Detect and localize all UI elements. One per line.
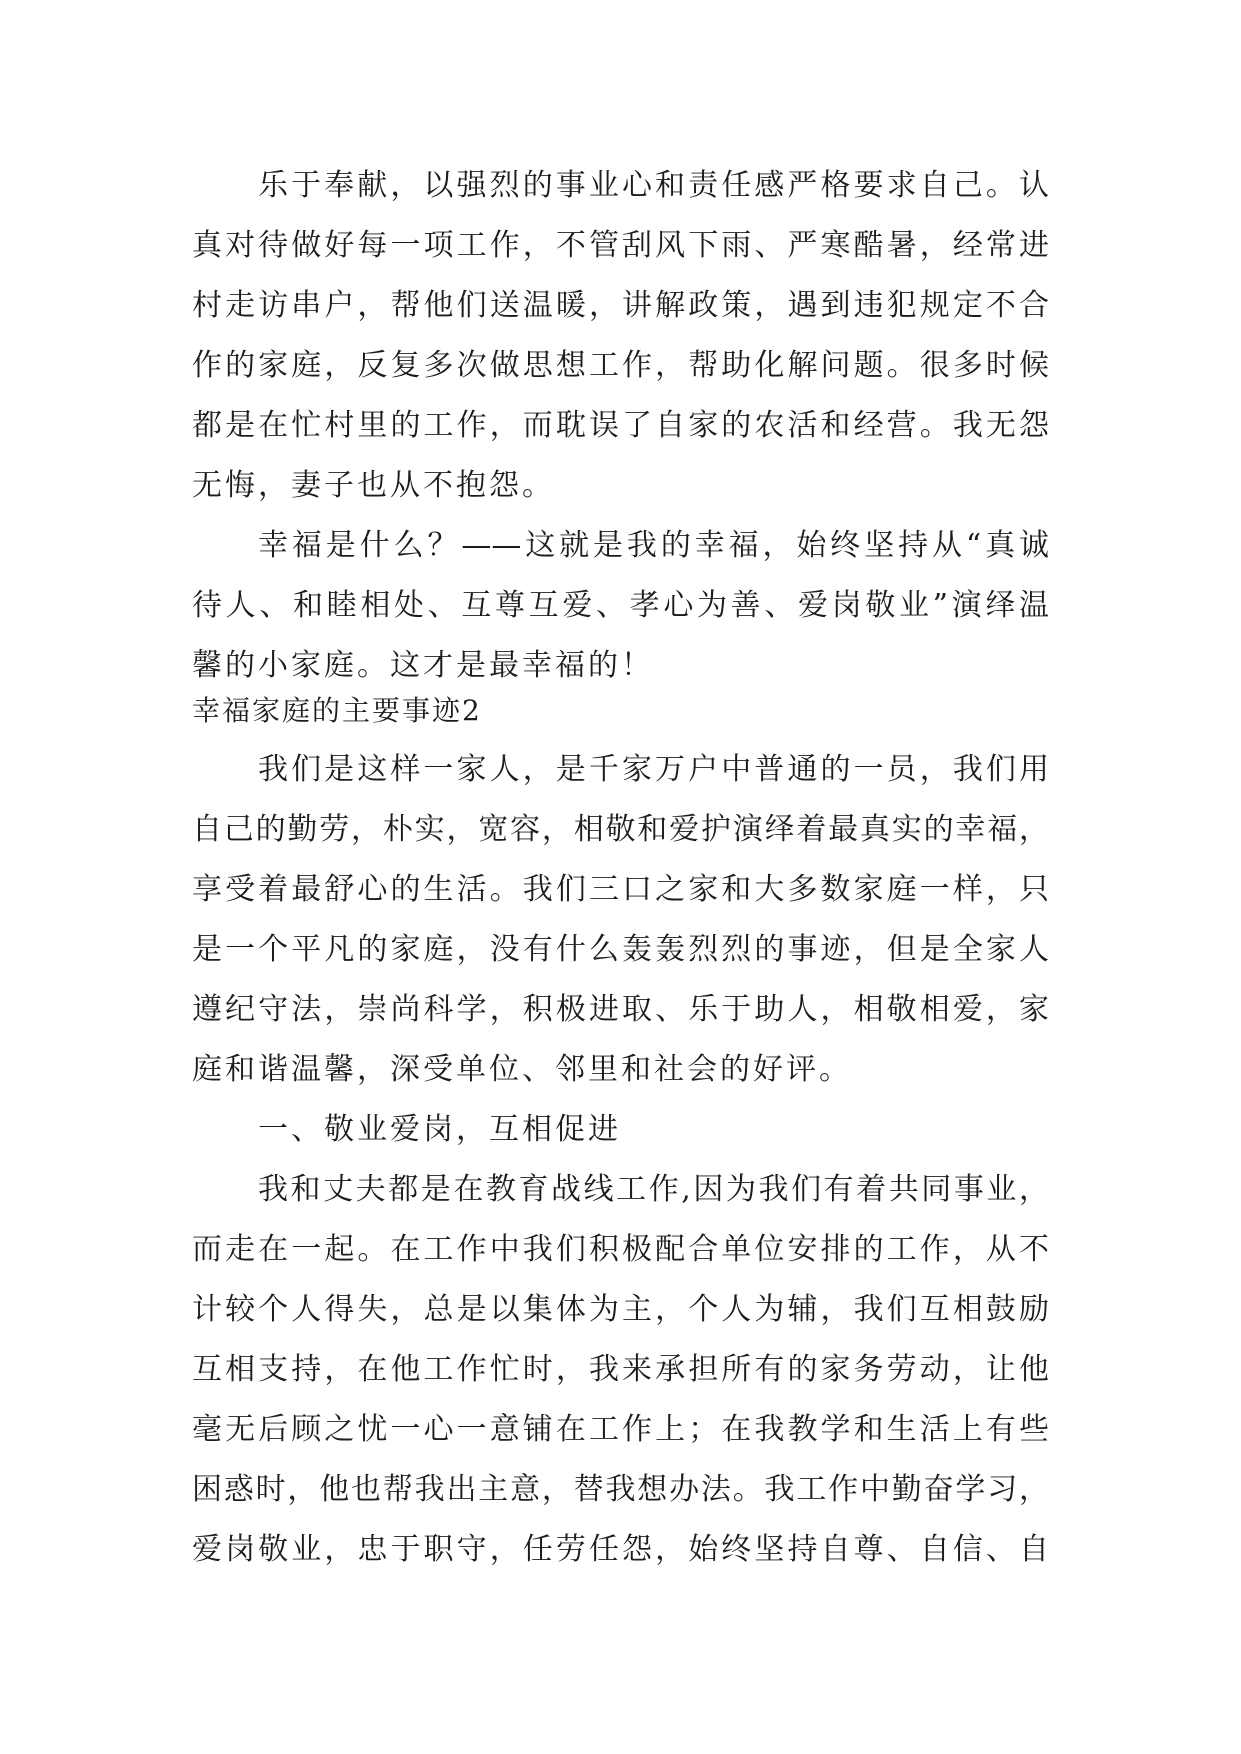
body-line: 真对待做好每一项工作，不管刮风下雨、严寒酷暑，经常进 [192,228,1049,263]
body-line: 待人、和睦相处、互尊互爱、孝心为善、爱岗敬业”演绎温 [192,588,1049,623]
body-line: 乐于奉献，以强烈的事业心和责任感严格要求自己。认 [258,168,1049,203]
body-line: 互相支持，在他工作忙时，我来承担所有的家务劳动，让他 [192,1352,1049,1387]
body-line: 享受着最舒心的生活。我们三口之家和大多数家庭一样，只 [192,872,1049,907]
body-line: 作的家庭，反复多次做思想工作，帮助化解问题。很多时候 [192,348,1049,383]
paragraph [192,740,1049,1100]
body-line: 村走访串户，帮他们送温暖，讲解政策，遇到违犯规定不合 [192,288,1049,323]
body-line: 自己的勤劳，朴实，宽容，相敬和爱护演绎着最真实的幸福， [192,812,1049,847]
body-line: 幸福是什么？——这就是我的幸福，始终坚持从“真诚 [258,528,1049,563]
body-line: 毫无后顾之忧一心一意铺在工作上；在我教学和生活上有些 [192,1412,1049,1447]
body-line: 无悔，妻子也从不抱怨。 [192,468,555,503]
body-line: 而走在一起。在工作中我们积极配合单位安排的工作，从不 [192,1232,1049,1267]
paragraph [192,156,1049,516]
document-body [192,156,1049,1580]
body-line: 困惑时，他也帮我出主意，替我想办法。我工作中勤奋学习， [192,1472,1049,1507]
section-heading: 幸福家庭的主要事迹2 [192,694,482,727]
body-line: 我们是这样一家人，是千家万户中普通的一员，我们用 [258,752,1049,787]
body-line: 遵纪守法，崇尚科学，积极进取、乐于助人，相敬相爱，家 [192,992,1049,1027]
body-line: 我和丈夫都是在教育战线工作,因为我们有着共同事业， [258,1172,1049,1207]
body-line: 爱岗敬业，忠于职守，任劳任怨，始终坚持自尊、自信、自 [192,1532,1049,1567]
body-line: 馨的小家庭。这才是最幸福的！ [192,648,654,683]
body-line: 计较个人得失，总是以集体为主，个人为辅，我们互相鼓励 [192,1292,1049,1327]
body-line: 庭和谐温馨，深受单位、邻里和社会的好评。 [192,1052,852,1087]
body-line: 是一个平凡的家庭，没有什么轰轰烈烈的事迹，但是全家人 [192,932,1049,967]
body-line: 都是在忙村里的工作，而耽误了自家的农活和经营。我无怨 [192,408,1049,443]
paragraph [192,516,1049,696]
paragraph [192,1160,1049,1580]
subheading: 一、敬业爱岗，互相促进 [258,1112,621,1147]
